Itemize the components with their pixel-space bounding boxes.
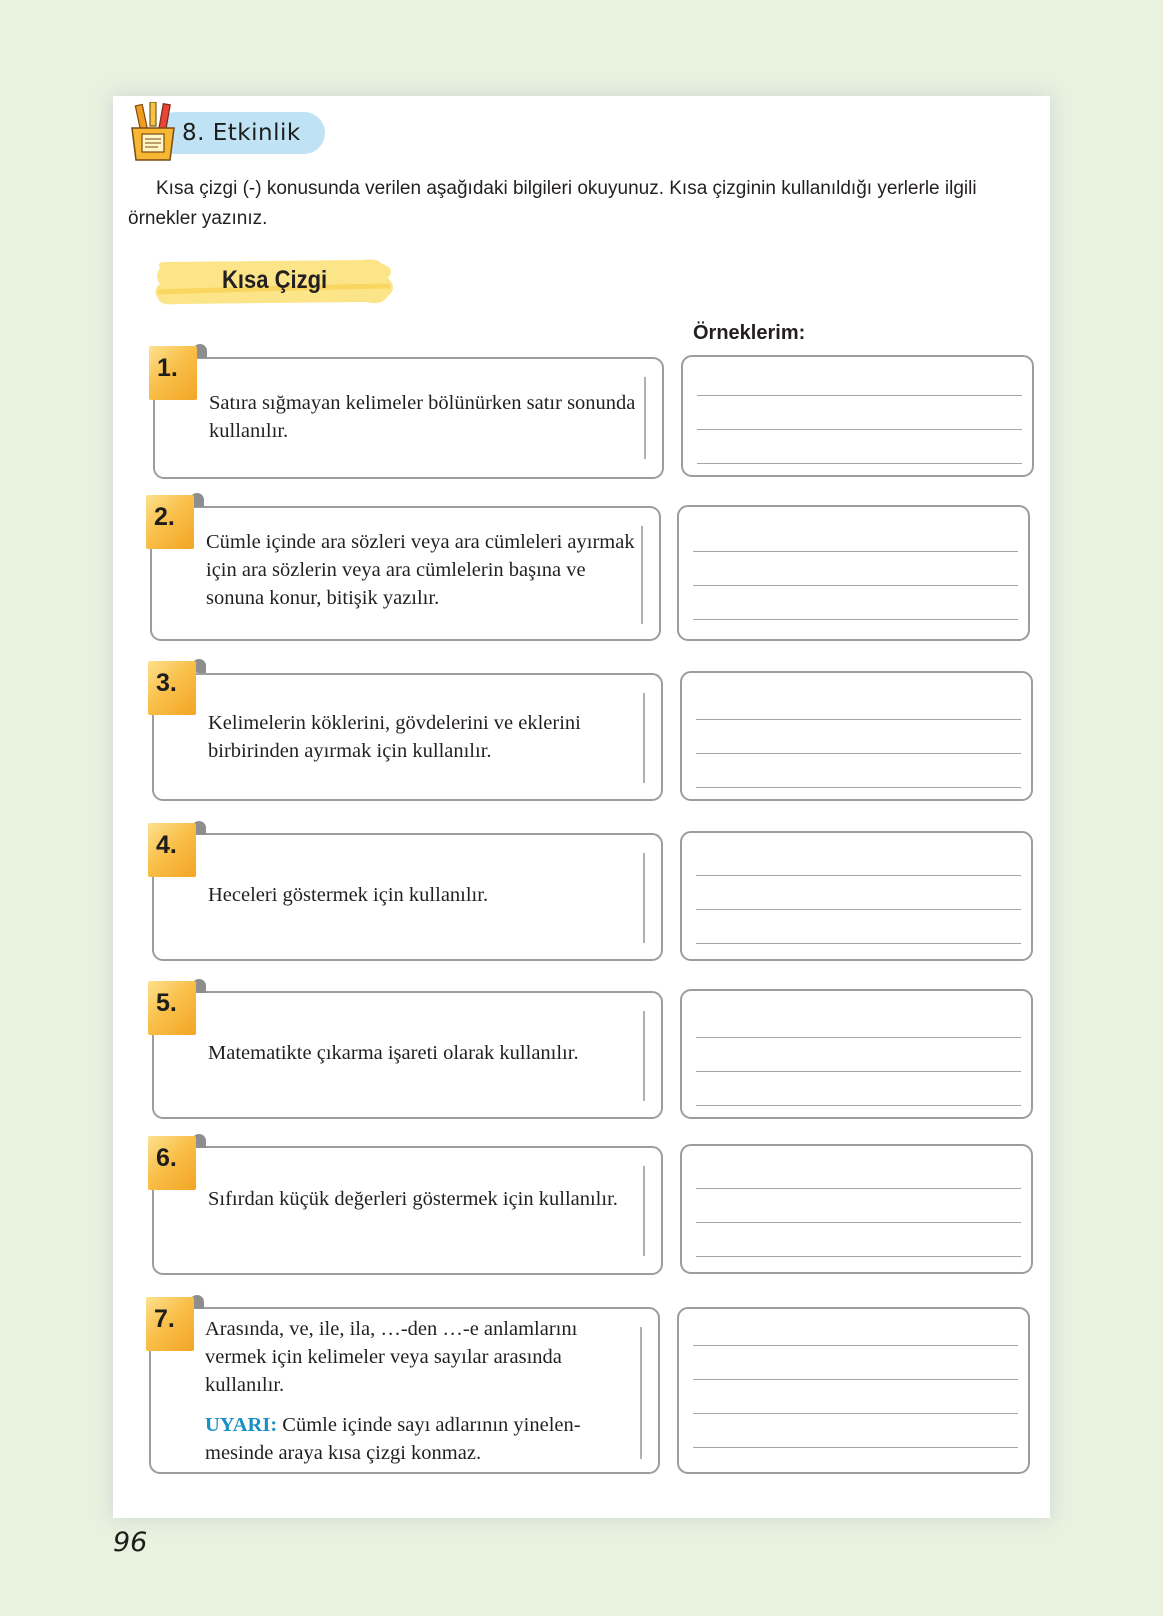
page-sheet [113, 96, 1050, 1518]
writing-line [696, 787, 1021, 788]
writing-line [696, 1222, 1021, 1223]
example-answer-box[interactable] [680, 1144, 1033, 1274]
card-divider [641, 526, 643, 624]
warning-text: Cümle içinde sayı adlarının yinelenmesinde araya kısa çizgi konmaz. [205, 1414, 581, 1464]
rule-number: 2. [154, 503, 175, 531]
number-tab [146, 493, 196, 553]
rule-card [153, 357, 664, 479]
writing-line [693, 1345, 1018, 1346]
pencil-cup-icon [128, 102, 180, 162]
number-tab [149, 344, 199, 404]
writing-line [696, 875, 1021, 876]
card-divider [644, 377, 646, 459]
rule-number: 6. [156, 1144, 177, 1172]
writing-line [697, 395, 1022, 396]
example-answer-box[interactable] [680, 671, 1033, 801]
writing-line [696, 909, 1021, 910]
number-tab [146, 1295, 196, 1355]
number-tab [148, 659, 198, 719]
example-answer-box[interactable] [677, 1307, 1030, 1474]
example-answer-box[interactable] [680, 831, 1033, 961]
examples-heading: Örneklerim: [693, 322, 806, 344]
example-answer-box[interactable] [680, 989, 1033, 1119]
writing-line [697, 429, 1022, 430]
rule-text: Arasında, ve, ile, ila, …-den …-e anlamlarını vermek için kelimeler veya sayılar arasında kullanılır. [205, 1318, 578, 1396]
section-title: Kısa Çizgi [222, 266, 328, 294]
rule-number: 5. [156, 989, 177, 1017]
writing-line [693, 1379, 1018, 1380]
writing-line [697, 463, 1022, 464]
rule-number: 4. [156, 831, 177, 859]
writing-line [693, 551, 1018, 552]
card-divider [643, 693, 645, 783]
writing-line [696, 1105, 1021, 1106]
rule-text: Cümle içinde ara sözleri veya ara cümleleri ayırmak için ara sözlerin veya ara cümlelerin başına ve sonuna konur, bitişik yazılır. [206, 531, 635, 609]
rule-card [152, 833, 663, 961]
card-divider [640, 1327, 642, 1459]
rule-text: Matematikte çıkarma işareti olarak kullanılır. [208, 1042, 579, 1064]
writing-line [696, 1037, 1021, 1038]
example-answer-box[interactable] [677, 505, 1030, 641]
rule-card [149, 1307, 660, 1474]
card-divider [643, 1011, 645, 1101]
warning-label: UYARI: [205, 1414, 278, 1436]
warning-note [205, 1411, 635, 1467]
rule-text-group [205, 1315, 635, 1467]
rule-card [152, 673, 663, 801]
rule-text: Kelimelerin köklerini, gövdelerini ve eklerini birbirinden ayırmak için kullanılır. [208, 712, 581, 762]
writing-line [696, 1188, 1021, 1189]
writing-line [696, 719, 1021, 720]
writing-line [696, 1071, 1021, 1072]
writing-line [693, 619, 1018, 620]
writing-line [696, 1256, 1021, 1257]
writing-line [696, 943, 1021, 944]
example-answer-box[interactable] [681, 355, 1034, 477]
number-tab [148, 1134, 198, 1194]
activity-header [128, 102, 328, 166]
writing-line [693, 585, 1018, 586]
activity-title: 8. Etkinlik [182, 120, 301, 146]
rule-text: Sıfırdan küçük değerleri göstermek için kullanılır. [208, 1188, 618, 1210]
instructions: Kısa çizgi (-) konusunda verilen aşağıdaki bilgileri okuyunuz. Kısa çizginin kullanıldığı yerlerle ilgili örnekler yazınız. [128, 178, 977, 229]
rule-text: Heceleri göstermek için kullanılır. [208, 884, 489, 906]
rule-card [152, 1146, 663, 1275]
rule-number: 7. [154, 1305, 175, 1333]
rule-card [150, 506, 661, 641]
writing-line [693, 1447, 1018, 1448]
rule-number: 1. [157, 354, 178, 382]
number-tab [148, 821, 198, 881]
page-number: 96 [113, 1527, 148, 1558]
card-divider [643, 1166, 645, 1256]
rule-text: Satıra sığmayan kelimeler bölünürken satır sonunda kullanılır. [209, 392, 636, 442]
rule-card [152, 991, 663, 1119]
rule-number: 3. [156, 669, 177, 697]
number-tab [148, 979, 198, 1039]
writing-line [693, 1413, 1018, 1414]
writing-line [696, 753, 1021, 754]
card-divider [643, 853, 645, 943]
